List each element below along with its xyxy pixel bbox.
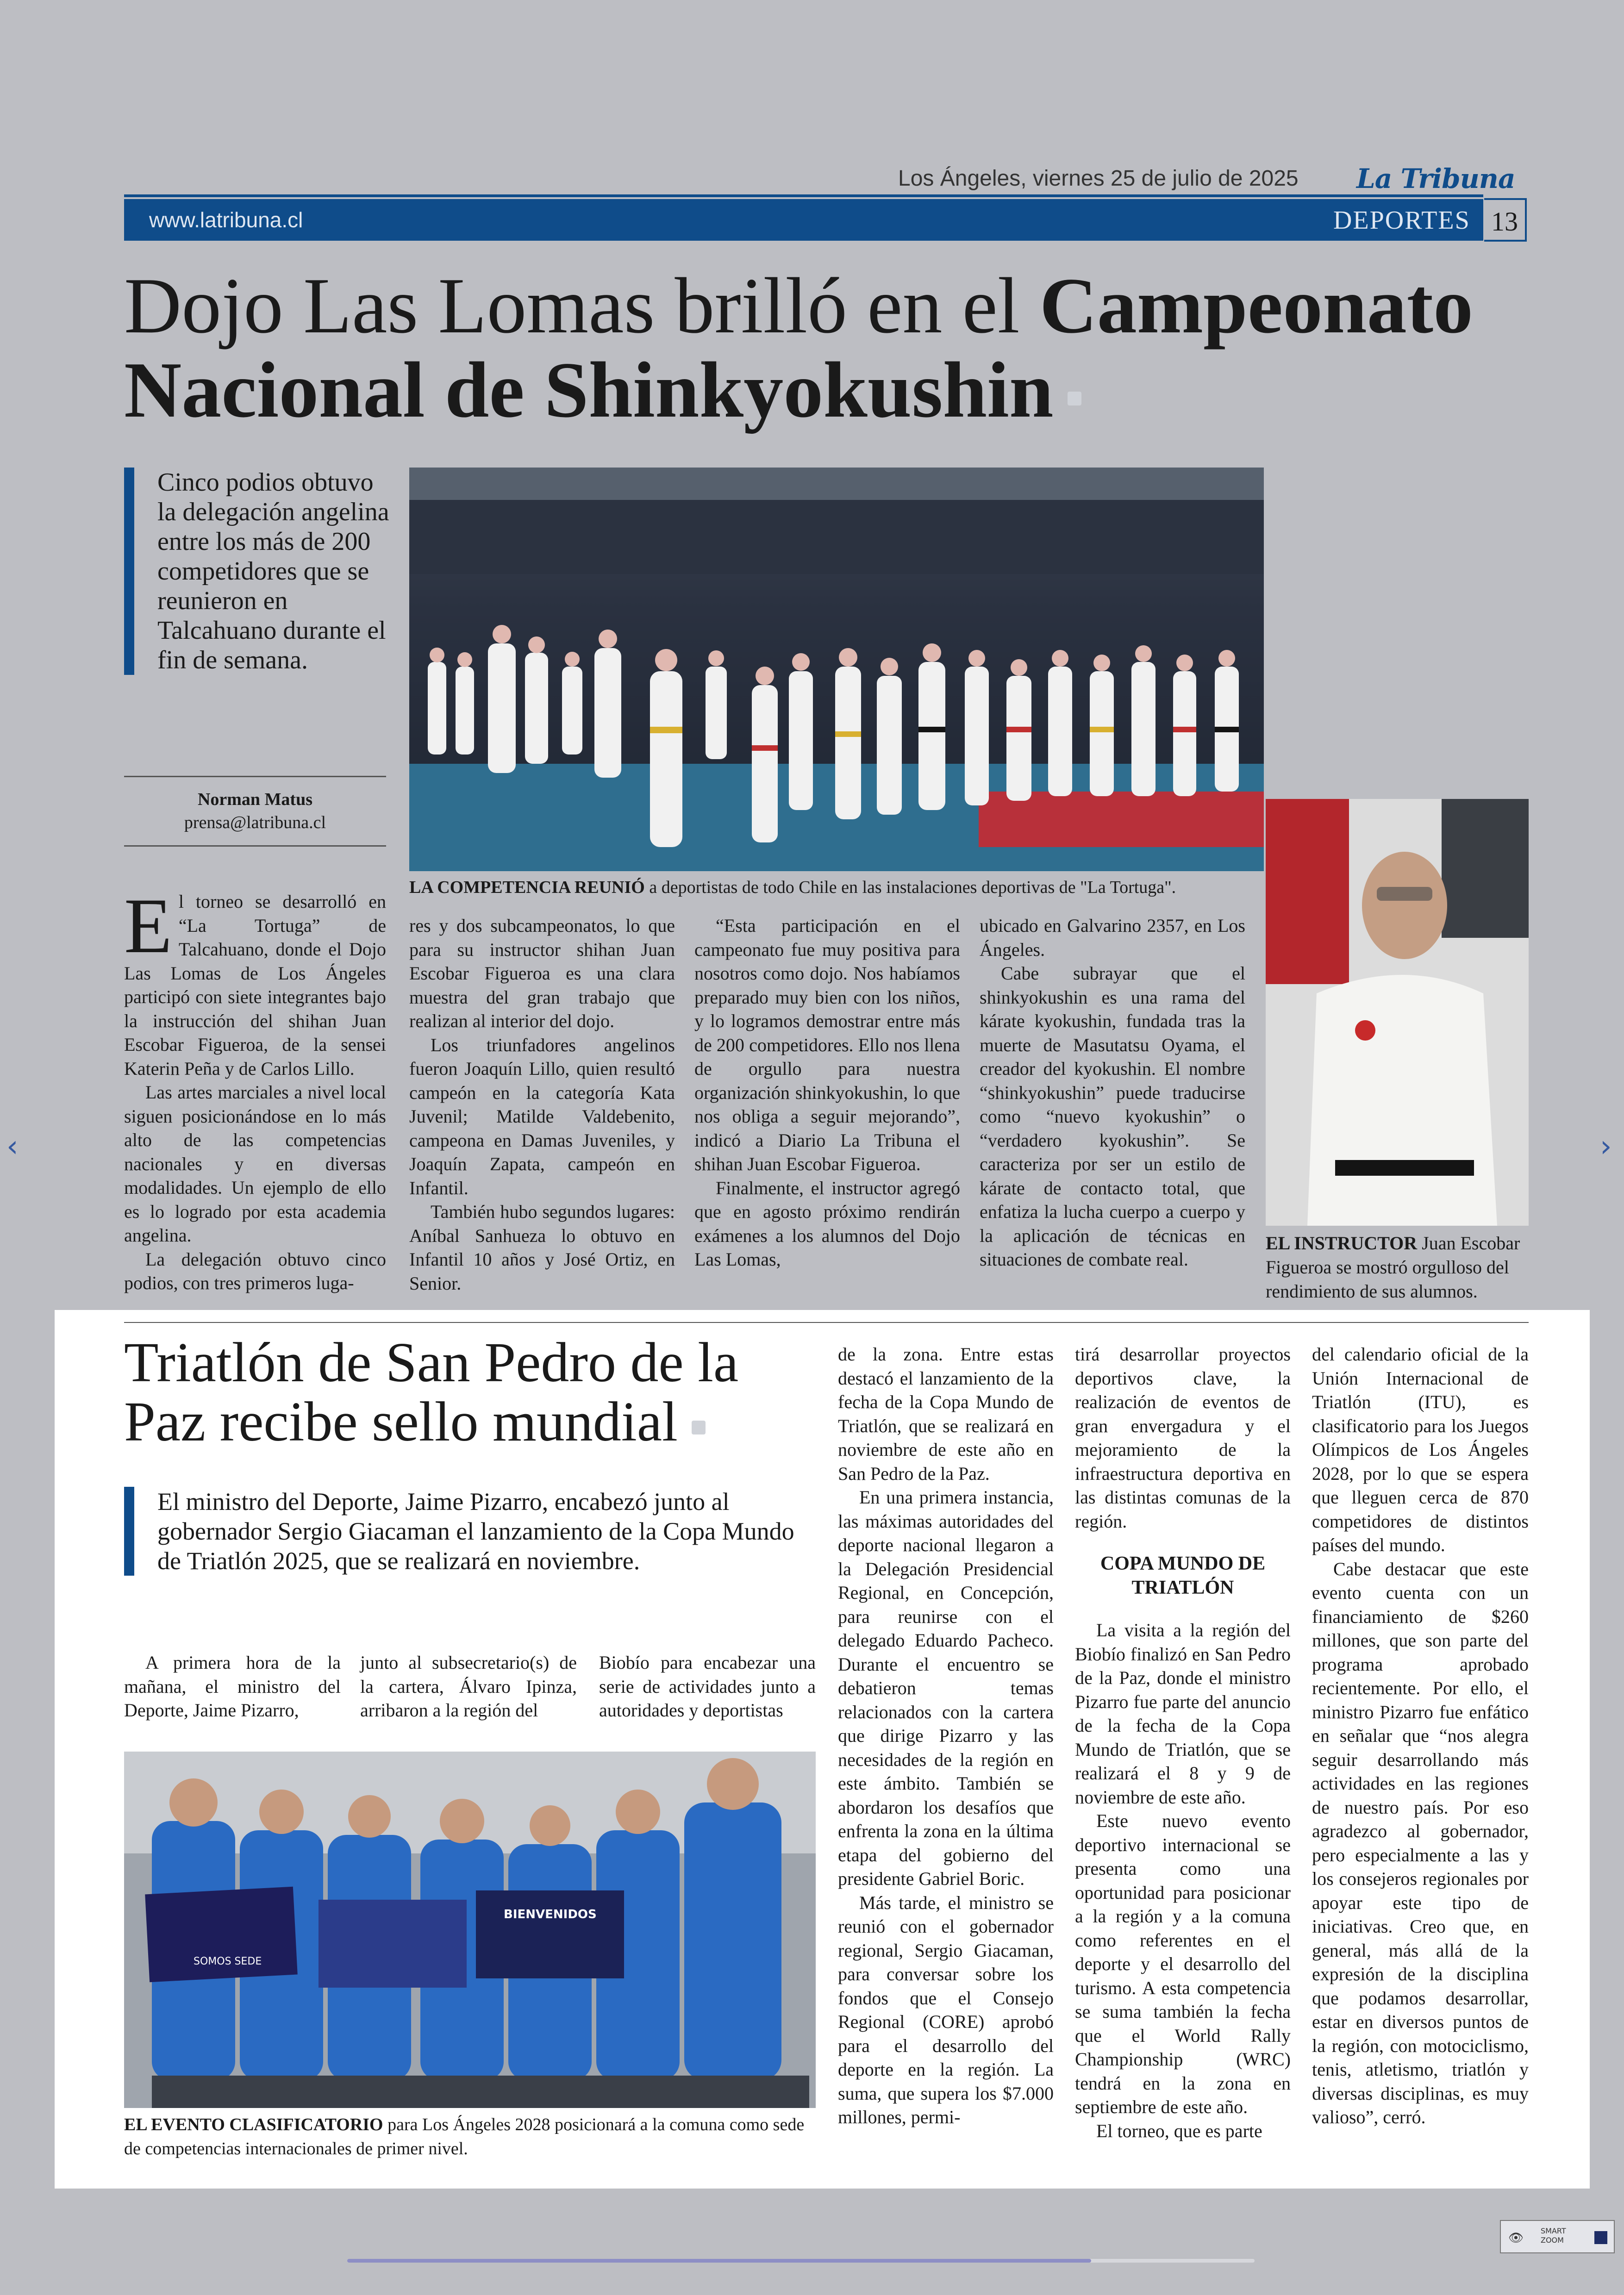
col4-paragraph-1: ubicado en Galvarino 2357, en Los Ángeles.	[980, 915, 1245, 960]
eye-icon: 👁	[1508, 2231, 1524, 2245]
headline-regular: Dojo Las Lomas brilló en el	[124, 262, 1040, 350]
audio-icon[interactable]	[1068, 392, 1081, 405]
author-name: Norman Matus	[197, 790, 313, 809]
article1-lead: Cinco podios obtuvo la delegación angelina entre los más de 200 competidores que se reunieron en Talcahuano durante el fin de semana.	[124, 468, 393, 675]
karate-group-photo[interactable]	[409, 468, 1264, 871]
newspaper-logo: La Tribuna	[1356, 163, 1515, 194]
colB-paragraph-4: El torneo, que es parte	[1096, 2120, 1262, 2141]
col4-paragraph-2: Cabe subrayar que el shinkyokushin es una rama del kárate kyokushin, fundada tras la muerte de Masutatsu Oyama, el creador del kyokushin. El nombre “shinkyokushin” puede traducirse como “nuevo kyokushin” o “verdadero kyokushin”. Se caracteriza por ser un estilo de kárate de contacto total, que enfatiza la lucha cuerpo a cuerpo y la aplicación de técnicas en situaciones de combate real.	[980, 963, 1245, 1270]
section-name: DEPORTES	[1333, 206, 1470, 235]
header-rule	[124, 194, 1483, 197]
article2-intro-col-2	[360, 1651, 577, 1722]
col2-paragraph-3: También hubo segundos lugares: Aníbal Sanhueza lo obtuvo en Infantil 10 años y José Ortiz, en Senior.	[409, 1201, 675, 1294]
col1-paragraph-2: Las artes marciales a nivel local siguen posicionándose en lo más alto de las competencias nacionales y en diversas modalidades. Un ejemplo de ello es lo logrado por esta academia angelina.	[124, 1082, 386, 1246]
col1-paragraph-1: l torneo se desarrolló en “La Tortuga” de Talcahuano, donde el Dojo Las Lomas de Los Ángeles participó con siete integrantes bajo la instrucción del shihan Juan Escobar Figueroa, de la sensei Katerin Peña y de Carlos Lillo.	[124, 891, 386, 1079]
article2-column-b	[1075, 1342, 1291, 2143]
colB-paragraph-2: La visita a la región del Biobío finalizó en San Pedro de la Paz, donde el ministro Pizarro fue parte del anuncio de la fecha de la Copa Mundo de Triatlón, que se realizará el 8 y 9 de noviembre de este año.	[1075, 1620, 1291, 1808]
triathlon-event-photo[interactable]	[124, 1752, 816, 2108]
byline-rule-bottom	[124, 845, 386, 847]
article2-column-a	[838, 1342, 1054, 2129]
portrait-caption-text: Juan Escobar Figueroa se mostró orgulloso del rendimiento de sus alumnos.	[1266, 1233, 1520, 1302]
smart-zoom-label	[1541, 2226, 1566, 2245]
colA-paragraph-2: En una primera instancia, las máximas autoridades del deporte nacional llegaron a la Delegación Presidencial Regional, en Concepción, para reunirse con el delegado Eduardo Pacheco. Durante el encuentro se debatieron temas relacionados con la cartera que dirige Pizarro y las necesidades de la región en este ámbito. También se abordaron los desafíos que enfrenta la zona en la última etapa del gobierno del presidente Gabriel Boric.	[838, 1487, 1054, 1889]
article1-column-1	[124, 882, 386, 1295]
article-divider	[124, 1322, 1529, 1323]
intro-col1-text: A primera hora de la mañana, el ministro del Deporte, Jaime Pizarro,	[124, 1652, 341, 1721]
portrait-caption-lead: EL INSTRUCTOR	[1266, 1233, 1418, 1254]
smart-zoom-button[interactable]	[1500, 2220, 1615, 2253]
intro-col2-text: junto al subsecretario(s) de la cartera, Álvaro Ipinza, arribaron a la región del	[360, 1652, 577, 1721]
col1-paragraph-3: La delegación obtuvo cinco podios, con tres primeros luga-	[124, 1248, 386, 1293]
article2-headline	[124, 1333, 805, 1452]
article2-lead: El ministro del Deporte, Jaime Pizarro, encabezó junto al gobernador Sergio Giacaman el lanzamiento de la Copa Mundo de Triatlón 2025, que se realizará en noviembre.	[124, 1487, 805, 1576]
colC-paragraph-2: Cabe destacar que este evento cuenta con un financiamiento de $260 millones, que son parte del programa aprobado recientemente. Por ello, el ministro Pizarro fue enfático en señalar que “nos alegra seguir desarrollando más actividades en las regiones de nuestro país. Por eso agradezco al gobernador, pero especialmente a las y los consejeros regionales por apoyar este tipo de iniciativas. Creo que, en general, más allá de la expresión de la disciplina que podamos desarrollar, estar en diversos puntos de la región, con motociclismo, tenis, atletismo, triatlón y diversas disciplinas, es muy valioso”, cerró.	[1312, 1558, 1529, 2127]
website-url[interactable]: www.latribuna.cl	[149, 208, 303, 232]
triathlon-caption-lead: EL EVENTO CLASIFICATORIO	[124, 2115, 383, 2134]
colA-paragraph-3: Más tarde, el ministro se reunió con el gobernador regional, Sergio Giacaman, para conversar sobre los fondos que el Consejo Regional (CORE) aprobó para el desarrollo del deporte en la región. La suma, que supera los $7.000 millones, permi-	[838, 1892, 1054, 2127]
dropcap: E	[124, 882, 172, 969]
colB-paragraph-3: Este nuevo evento deportivo internacional se presenta como una oportunidad para posicionar a la región y a la comuna como referentes en el deporte y el desarrollo del turismo. A esta competencia se suma también la fecha que el World Rally Championship (WRC) tendrá en la zona en septiembre de este año.	[1075, 1810, 1291, 2117]
triathlon-photo-caption	[124, 2113, 816, 2161]
article2-column-c	[1312, 1342, 1529, 2129]
col3-paragraph-2: Finalmente, el instructor agregó que en agosto próximo rendirán exámenes a los alumnos del Dojo Las Lomas,	[694, 1177, 960, 1270]
copa-mundo-subhead: COPA MUNDO DE TRIATLÓN	[1100, 1553, 1266, 1598]
headline-bold-1: Campeonato	[1039, 262, 1474, 350]
portrait-caption	[1266, 1231, 1529, 1303]
smart-zoom-label-1: SMART	[1541, 2226, 1566, 2235]
article1-column-3	[694, 914, 960, 1272]
article1-headline	[124, 264, 1494, 432]
article2-intro-col-3	[599, 1651, 816, 1722]
audio-icon-2[interactable]	[692, 1421, 706, 1434]
group-photo-caption	[409, 876, 1264, 899]
sign-somos-sede: SOMOS SEDE	[194, 1956, 262, 1967]
instructor-portrait-photo[interactable]	[1266, 799, 1529, 1226]
caption-lead: LA COMPETENCIA REUNIÓ	[409, 878, 645, 897]
caption-text: a deportistas de todo Chile en las instalaciones deportivas de "La Tortuga".	[644, 878, 1176, 897]
previous-page-icon[interactable]: ‹	[6, 1129, 19, 1164]
article2-headline-text: Triatlón de San Pedro de la Paz recibe sello mundial	[124, 1331, 739, 1453]
col3-paragraph-1: “Esta participación en el campeonato fue muy positiva para nosotros como dojo. Nos habíamos preparado muy bien con los niños, y lo logramos demostrar entre más de 200 competidores. Ello nos llena de orgullo para nuestra organización shinkyokushin, lo que nos obliga a seguir mejorando”, indicó a Diario La Tribuna el shihan Juan Escobar Figueroa.	[694, 915, 960, 1174]
colA-paragraph-1: de la zona. Entre estas destacó el lanzamiento de la fecha de la Copa Mundo de Triatlón, que se realizará en noviembre de este año en San Pedro de la Paz.	[838, 1344, 1054, 1484]
intro-col3-text: Biobío para encabezar una serie de actividades junto a autoridades y deportistas	[599, 1652, 816, 1721]
article1-column-4	[980, 914, 1245, 1272]
colB-paragraph-1: tirá desarrollar proyectos deportivos clave, la realización de eventos de gran envergadura y el mejoramiento de la infraestructura deportiva en las distintas comunas de la región.	[1075, 1344, 1291, 1532]
next-page-icon[interactable]: ›	[1600, 1129, 1612, 1164]
section-bar	[124, 199, 1483, 241]
article1-column-2	[409, 914, 675, 1295]
page-number: 13	[1484, 198, 1527, 242]
colC-paragraph-1: del calendario oficial de la Unión Internacional de Triatlón (ITU), es clasificatorio para los Juegos Olímpicos de Los Ángeles 2028, por lo que se espera que lleguen cerca de 870 competidores de distintos países del mundo.	[1312, 1344, 1529, 1555]
article2-intro-col-1	[124, 1651, 341, 1722]
triathlon-caption-text: para Los Ángeles 2028 posicionará a la comuna como sede de competencias internacionales de primer nivel.	[124, 2115, 805, 2158]
headline-bold-2: Nacional de Shinkyokushin	[124, 346, 1054, 434]
smart-zoom-label-2: ZOOM	[1541, 2236, 1564, 2245]
byline-rule-top	[124, 776, 386, 777]
col2-paragraph-1: res y dos subcampeonatos, lo que para su instructor shihan Juan Escobar Figueroa es una clara muestra del gran trabajo que realizan al interior del dojo.	[409, 915, 675, 1031]
sign-bienvenidos: BIENVENIDOS	[504, 1908, 597, 1921]
col2-paragraph-2: Los triunfadores angelinos fueron Joaquín Lillo, quien resultó campeón en la categoría Kata Juvenil; Matilde Valdebenito, campeona en Damas Juveniles, y Joaquín Zapata, campeón en Infantil.	[409, 1034, 675, 1198]
author-email[interactable]: prensa@latribuna.cl	[184, 813, 326, 832]
issue-date: Los Ángeles, viernes 25 de julio de 2025	[898, 166, 1299, 191]
zoom-toggle-icon	[1594, 2231, 1607, 2244]
page-progress-fill	[347, 2259, 1091, 2263]
